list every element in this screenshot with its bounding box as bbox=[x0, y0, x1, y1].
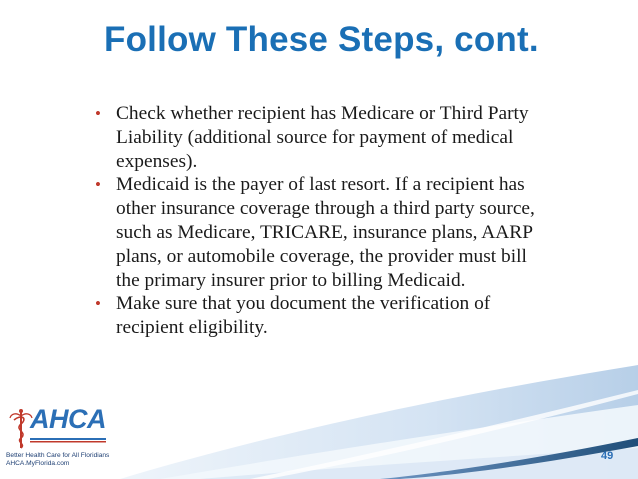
bullet-marker: • bbox=[95, 294, 101, 314]
bullet-item bbox=[95, 292, 595, 340]
bullet-line: the primary insurer prior to billing Medicaid. bbox=[116, 269, 466, 291]
logo-tagline-line: Better Health Care for All Floridians bbox=[6, 452, 110, 459]
bullet-item bbox=[95, 173, 595, 292]
page-number: 49 bbox=[601, 450, 614, 462]
bullet-line: recipient eligibility. bbox=[116, 317, 268, 339]
bullet-line: Check whether recipient has Medicare or Third Party bbox=[116, 103, 529, 124]
bullet-line: Liability (additional source for payment of medical bbox=[116, 126, 514, 148]
ahca-logo bbox=[6, 404, 108, 474]
logo-underline bbox=[30, 438, 106, 444]
logo-tagline bbox=[6, 452, 110, 468]
slide-title: Follow These Steps, cont. bbox=[104, 20, 539, 59]
bullet-marker: • bbox=[95, 175, 101, 195]
bullet-line: expenses). bbox=[116, 150, 198, 172]
logo-wordmark: AHCA bbox=[30, 404, 106, 434]
bullet-line: other insurance coverage through a third party source, bbox=[116, 198, 535, 220]
bullet-line: plans, or automobile coverage, the provider must bill bbox=[116, 245, 527, 267]
bullet-list bbox=[95, 102, 595, 340]
bullet-marker: • bbox=[95, 104, 101, 123]
bullet-line: such as Medicare, TRICARE, insurance plans, AARP bbox=[116, 221, 534, 243]
bullet-line: Make sure that you document the verification of bbox=[116, 293, 491, 315]
bullet-line: Medicaid is the payer of last resort. If a recipient has bbox=[116, 174, 525, 196]
bullet-item bbox=[95, 102, 595, 173]
logo-url: AHCA.MyFlorida.com bbox=[6, 460, 70, 467]
